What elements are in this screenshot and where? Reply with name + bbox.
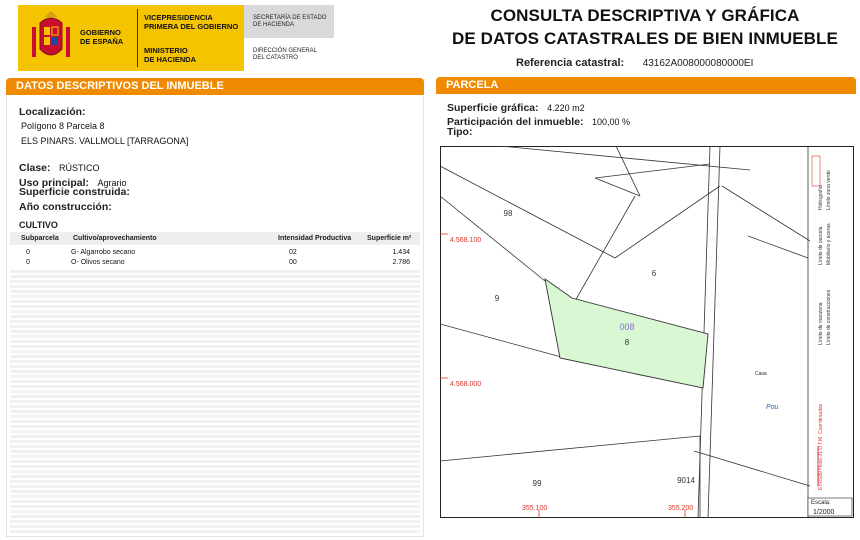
scale-value: 1/2000 [813, 509, 835, 516]
cell-subparcela: 0 [26, 249, 30, 256]
legend-item: Hidrografía [818, 185, 824, 210]
dir-line2: DEL CATASTRO [253, 55, 298, 61]
coord-label: 355.200 [668, 505, 694, 512]
gov-line1: GOBIERNO [80, 28, 121, 37]
scale-label: Escala: [811, 500, 831, 506]
legend-item: Límite de parcela [818, 226, 824, 265]
legend-footer: ETRS89 Huso 31 U.T.M. Coordenadas [818, 403, 824, 490]
col-cultivo: Cultivo/aprovechamiento [73, 235, 157, 242]
min-line2: DE HACIENDA [144, 55, 197, 64]
legend-item: Límite de construcciones [826, 289, 832, 345]
localizacion-line2: ELS PINARS. VALLMOLL [TARRAGONA] [21, 136, 189, 146]
localizacion-line1: Polígono 8 Parcela 8 [21, 121, 105, 131]
cultivo-table-header [10, 232, 420, 245]
tipo-label: Tipo: [447, 126, 473, 138]
parcel-label: 9 [494, 294, 500, 303]
parcel-label: 6 [651, 269, 657, 278]
clase-label: Clase: [19, 162, 51, 174]
legend-item: Límite zona verde [826, 170, 832, 210]
cadastral-map[interactable] [440, 146, 854, 518]
ref-label: Referencia catastral: [516, 57, 625, 69]
cell-superficie: 1.434 [392, 249, 410, 256]
sup-grafica-label: Superficie gráfica: [447, 102, 539, 114]
localizacion-label: Localización: [19, 106, 86, 118]
uso-label: Uso principal: [19, 177, 90, 189]
uso-value: Agrario [97, 178, 127, 188]
section-header-parcela: PARCELA [436, 77, 856, 94]
coord-label: 355.100 [522, 505, 548, 512]
cell-cultivo: G- Algarrobo secano [71, 249, 136, 256]
sec-line1: SECRETARÍA DE ESTADO [253, 15, 327, 21]
coord-label: 4.568.000 [450, 381, 482, 388]
parcel-label: 99 [532, 479, 542, 488]
cell-intensidad: 00 [289, 259, 297, 266]
coat-of-arms-icon [26, 11, 76, 66]
vice-line1: VICEPRESIDENCIA [144, 13, 213, 22]
participacion-label: Participación del inmueble: [447, 116, 584, 128]
place-label-pou: Pou [766, 404, 779, 411]
place-label-casa: Casa [755, 371, 767, 377]
empty-table-rows [10, 270, 420, 534]
coord-label: 4.568.100 [450, 237, 482, 244]
cultivo-title: CULTIVO [19, 220, 58, 230]
participacion-value: 100,00 % [591, 117, 631, 127]
section-header-descriptive: DATOS DESCRIPTIVOS DEL INMUEBLE [6, 78, 424, 95]
table-row [10, 258, 420, 269]
vice-line2: PRIMERA DEL GOBIERNO [144, 22, 239, 31]
page-title-line1: CONSULTA DESCRIPTIVA Y GRÁFICA [490, 6, 800, 25]
gov-line2: DE ESPAÑA [80, 37, 124, 46]
page-title-line2: DE DATOS CATASTRALES DE BIEN INMUEBLE [452, 29, 838, 48]
cell-cultivo: O- Olivos secano [71, 259, 125, 266]
col-subparcela: Subparcela [21, 235, 59, 242]
col-intensidad: Intensidad Productiva [278, 235, 352, 242]
ref-value: 43162A008000080000EI [642, 58, 754, 69]
legend-item: Límite de manzana [818, 302, 824, 345]
cell-subparcela: 0 [26, 259, 30, 266]
cell-superficie: 2.786 [392, 259, 410, 266]
parcel-label: 8 [624, 338, 630, 347]
col-superficie: Superficie m² [367, 235, 412, 242]
sup-grafica-value: 4.220 m2 [547, 103, 585, 113]
sec-line2: DE HACIENDA [253, 22, 295, 28]
cell-intensidad: 02 [289, 249, 297, 256]
min-line1: MINISTERIO [144, 46, 188, 55]
clase-value: RÚSTICO [58, 163, 100, 173]
anio-construccion-label: Año construcción: [19, 201, 112, 213]
parcel-label: 98 [503, 209, 513, 218]
parcel-label-selected: 008 [619, 322, 635, 332]
parcel-label: 9014 [677, 476, 695, 485]
legend-item: Mobiliario y aceras [826, 223, 832, 265]
superficie-construida-label: Superficie construida: [19, 186, 130, 198]
dir-line1: DIRECCIÓN GENERAL [253, 48, 318, 54]
